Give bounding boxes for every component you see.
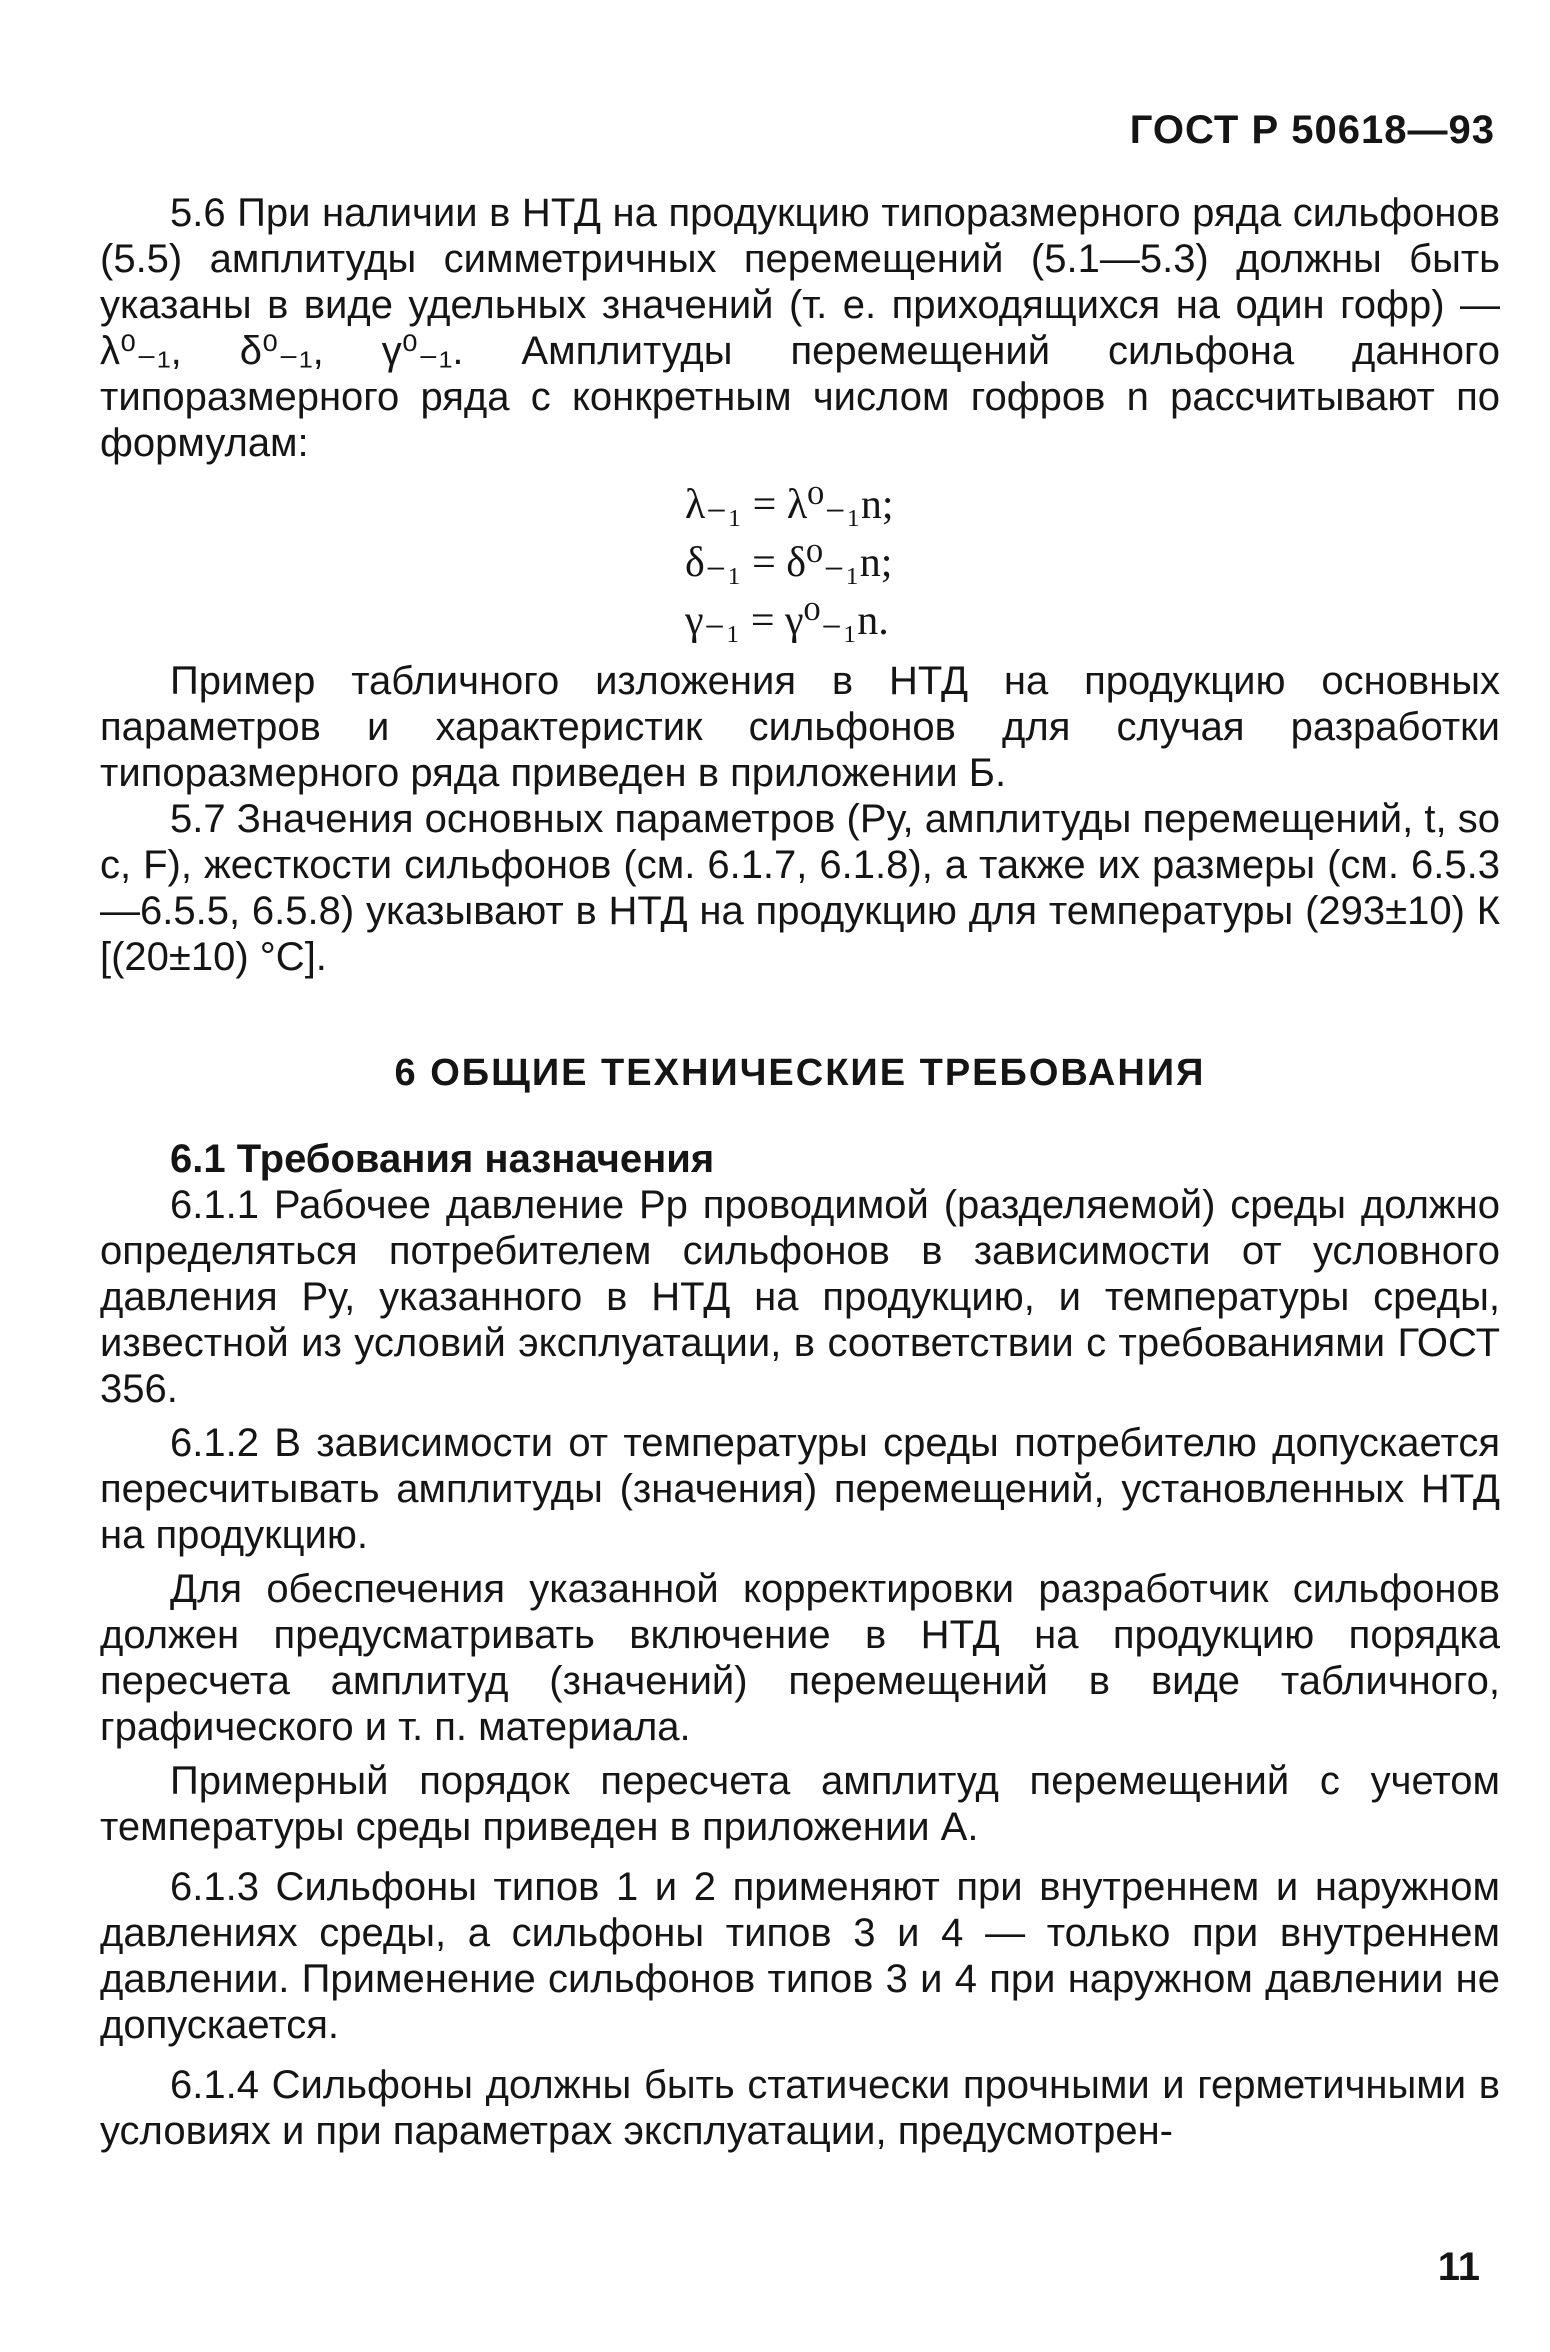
- page-number: 11: [1437, 2245, 1480, 2289]
- paragraph-6-1-2-continuation: Для обеспечения указанной корректировки разработчик сильфонов должен предусматривать включение в НТД на продукцию порядка пересчета амплитуд (значений) перемещений в виде табличного, графического и т. п. материала.: [100, 1567, 1500, 1749]
- paragraph-6-1-4: 6.1.4 Сильфоны должны быть статически прочными и герметичными в условиях и при параметрах эксплуатации, предусмотрен-: [100, 2063, 1500, 2153]
- formula-lambda: λ₋₁ = λ⁰₋₁n;: [685, 482, 894, 528]
- paragraph-6-1-1: 6.1.1 Рабочее давление Pр проводимой (разделяемой) среды должно определяться потребителем сильфонов в зависимости от условного давления Pу, указанного в НТД на продукцию, и температуры среды, известной из условий эксплуатации, в соответствии с требованиями ГОСТ 356.: [100, 1183, 1500, 1411]
- page-body: [100, 190, 1500, 2154]
- formula-delta: δ₋₁ = δ⁰₋₁n;: [685, 540, 893, 586]
- formula-gamma: γ₋₁ = γ⁰₋₁n.: [685, 598, 889, 644]
- paragraph-6-1-2-appendix-a: Примерный порядок пересчета амплитуд перемещений с учетом температуры среды приведен в приложении А.: [100, 1759, 1500, 1849]
- formula-block: [685, 476, 1500, 650]
- subsection-6-1-title: 6.1 Требования назначения: [170, 1137, 715, 1181]
- section-6-title: 6 ОБЩИЕ ТЕХНИЧЕСКИЕ ТРЕБОВАНИЯ: [394, 1052, 1206, 1094]
- paragraph-5-6: 5.6 При наличии в НТД на продукцию типоразмерного ряда сильфонов (5.5) амплитуды симметричных перемещений (5.1—5.3) должны быть указаны в виде удельных значений (т. е. приходящихся на один гофр) — λ⁰₋₁, δ⁰₋₁, γ⁰₋₁. Амплитуды перемещений сильфона данного типоразмерного ряда с конкретным числом гофров n рассчитывают по формулам:: [100, 191, 1500, 465]
- page-header-standard: ГОСТ Р 50618—93: [1129, 108, 1495, 152]
- paragraph-6-1-3: 6.1.3 Сильфоны типов 1 и 2 применяют при внутреннем и наружном давлениях среды, а сильфоны типов 3 и 4 — только при внутреннем давлении. Применение сильфонов типов 3 и 4 при наружном давлении не допускается.: [100, 1865, 1500, 2047]
- paragraph-5-7: 5.7 Значения основных параметров (Pу, амплитуды перемещений, t, sо с, F), жесткости сильфонов (см. 6.1.7, 6.1.8), а также их размеры (см. 6.5.3—6.5.5, 6.5.8) указывают в НТД на продукцию для температуры (293±10) К [(20±10) °С].: [100, 797, 1500, 979]
- paragraph-6-1-2: 6.1.2 В зависимости от температуры среды потребителю допускается пересчитывать амплитуды (значения) перемещений, установленных НТД на продукцию.: [100, 1421, 1500, 1557]
- paragraph-example-appendix-b: Пример табличного изложения в НТД на продукцию основных параметров и характеристик сильфонов для случая разработки типоразмерного ряда приведен в приложении Б.: [100, 659, 1500, 795]
